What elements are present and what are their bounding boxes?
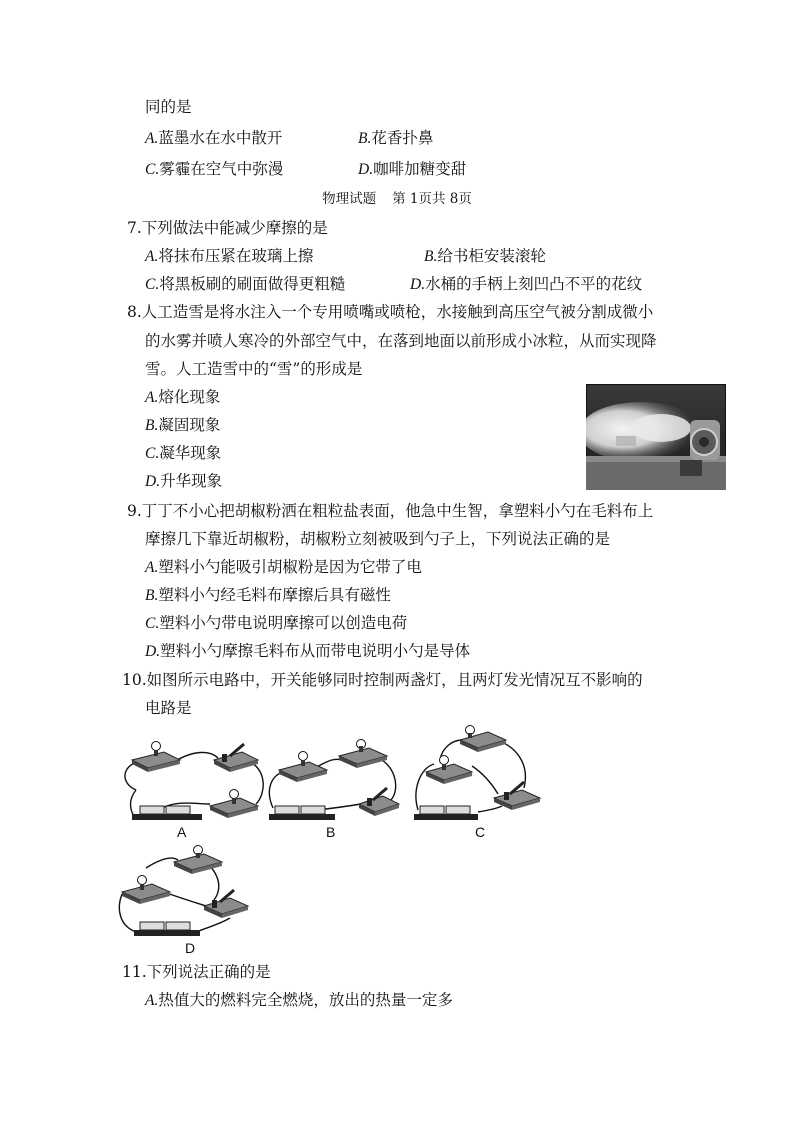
q11-option-a: A.热值大的燃料完全燃烧，放出的热量一定多 [145, 991, 453, 1009]
circuit-label-b: B [326, 824, 336, 840]
q9-option-b: B.塑料小勺经毛料布摩擦后具有磁性 [145, 586, 391, 604]
footer-subject: 物理试题 [322, 191, 377, 207]
q9-option-c: C.塑料小勺带电说明摩擦可以创造电荷 [145, 614, 408, 632]
q10-stem-line: 电路是 [145, 699, 192, 717]
circuit-diagram-c [412, 724, 552, 824]
q9-stem-line: 摩擦几下靠近胡椒粉，胡椒粉立刻被吸到勺子上，下列说法正确的是 [145, 530, 611, 548]
circuit-label-c: C [475, 824, 486, 840]
q8-option-b: B.凝固现象 [145, 416, 221, 434]
q6-option-b: B.花香扑鼻 [358, 129, 434, 147]
q7-option-a: A.将抹布压紧在玻璃上擦 [145, 247, 314, 265]
page-footer [0, 190, 794, 208]
q8-option-a: A.熔化现象 [145, 388, 221, 406]
q9-stem-line: 9.丁丁不小心把胡椒粉洒在粗粒盐表面，他急中生智，拿塑料小勺在毛料布上 [127, 502, 654, 520]
circuit-label-a: A [177, 824, 187, 840]
q9-option-d: D.塑料小勺摩擦毛料布从而带电说明小勺是导体 [145, 642, 471, 660]
circuit-diagram-d [116, 844, 256, 940]
q8-stem-line: 的水雾并喷人寒冷的外部空气中，在落到地面以前形成小冰粒，从而实现降 [145, 332, 657, 350]
snow-machine-photo [586, 384, 726, 490]
q6-option-d: D.咖啡加糖变甜 [358, 160, 467, 178]
q7-option-d: D.水桶的手柄上刻凹凸不平的花纹 [410, 275, 643, 293]
circuit-diagram-b [265, 738, 410, 824]
footer-page-number: 第 1页共 8页 [392, 191, 472, 207]
circuit-diagram-a [118, 738, 268, 824]
q10-stem-line: 10.如图所示电路中，开关能够同时控制两盏灯，且两灯发光情况互不影响的 [122, 671, 643, 689]
circuit-label-d: D [185, 940, 196, 956]
q6-option-c: C.雾霾在空气中弥漫 [145, 160, 284, 178]
q8-stem-line: 8.人工造雪是将水注入一个专用喷嘴或喷枪，水接触到高压空气被分割成微小 [127, 303, 654, 321]
q7-option-b: B.给书柜安装滚轮 [424, 247, 546, 265]
q7-stem: 7.下列做法中能减少摩擦的是 [127, 219, 328, 237]
q6-option-a: A.蓝墨水在水中散开 [145, 129, 283, 147]
q6-stem-continuation: 同的是 [145, 98, 192, 116]
q11-stem: 11.下列说法正确的是 [122, 963, 271, 981]
q9-option-a: A.塑料小勺能吸引胡椒粉是因为它带了电 [145, 558, 422, 576]
q7-option-c: C.将黑板刷的刷面做得更粗糙 [145, 275, 346, 293]
q8-stem-line: 雪。人工造雪中的“雪”的形成是 [145, 360, 363, 378]
q8-option-c: C.凝华现象 [145, 444, 222, 462]
q8-option-d: D.升华现象 [145, 472, 223, 490]
